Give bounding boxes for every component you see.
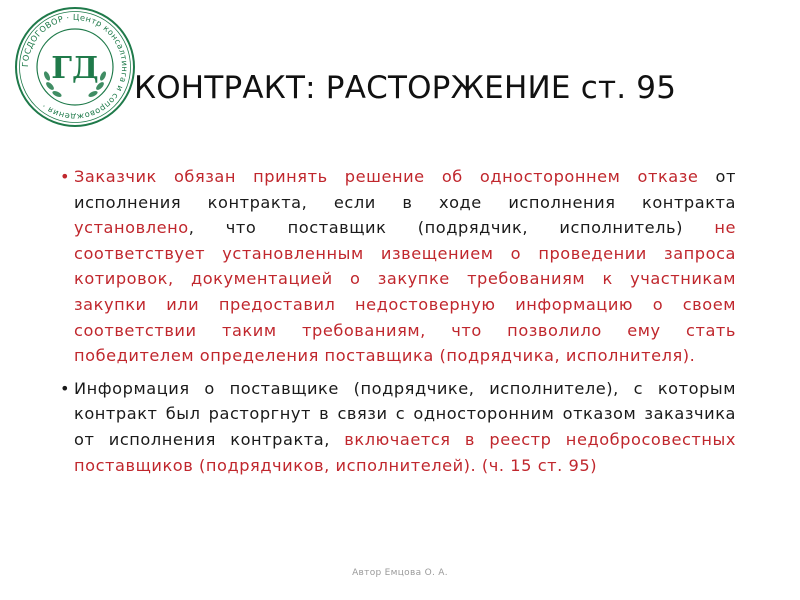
text-segment: Информация о поставщике (подрядчике, исполнителе), с которым контракт был расторгнут в связи с односторонним отказом заказчика от исполнения контракта,	[74, 378, 736, 449]
logo-ring-text: ГОСДОГОВОР · Центр консалтинга и сопровождения ·	[19, 11, 131, 123]
bullet-marker: •	[60, 167, 71, 186]
footer-author: Автор Емцова О. А.	[352, 568, 448, 578]
text-segment: не соответствует установленным извещением о проведении запроса котировок, документацией о закупке требованиям к участникам закупки или предоставил недостоверную информацию о своем соответствии таким требованиям, что позволило ему стать победителем определения поставщика (подрядчика, исполнителя).	[74, 218, 736, 366]
slide-title: КОНТРАКТ: РАСТОРЖЕНИЕ ст. 95	[134, 70, 677, 106]
text-segment: от исполнения контракта, если в ходе исполнения контракта	[74, 167, 736, 212]
text-segment: , что поставщик (подрядчик, исполнитель)	[188, 218, 715, 238]
bullet-marker: •	[60, 378, 71, 398]
text-segment: включается в реестр недобросовестных поставщиков (подрядчиков, исполнителей). (ч. 15 ст. 95)	[74, 429, 736, 475]
text-segment: установлено	[74, 218, 189, 238]
slide-body	[60, 164, 736, 485]
paragraph-registry-inclusion	[60, 376, 736, 478]
logo-monogram: ГД	[51, 51, 99, 86]
text-segment: Заказчик обязан принять решение об одностороннем отказе	[74, 167, 699, 186]
gosdogovor-logo-seal	[14, 6, 136, 128]
paragraph-unilateral-refusal	[60, 164, 736, 369]
